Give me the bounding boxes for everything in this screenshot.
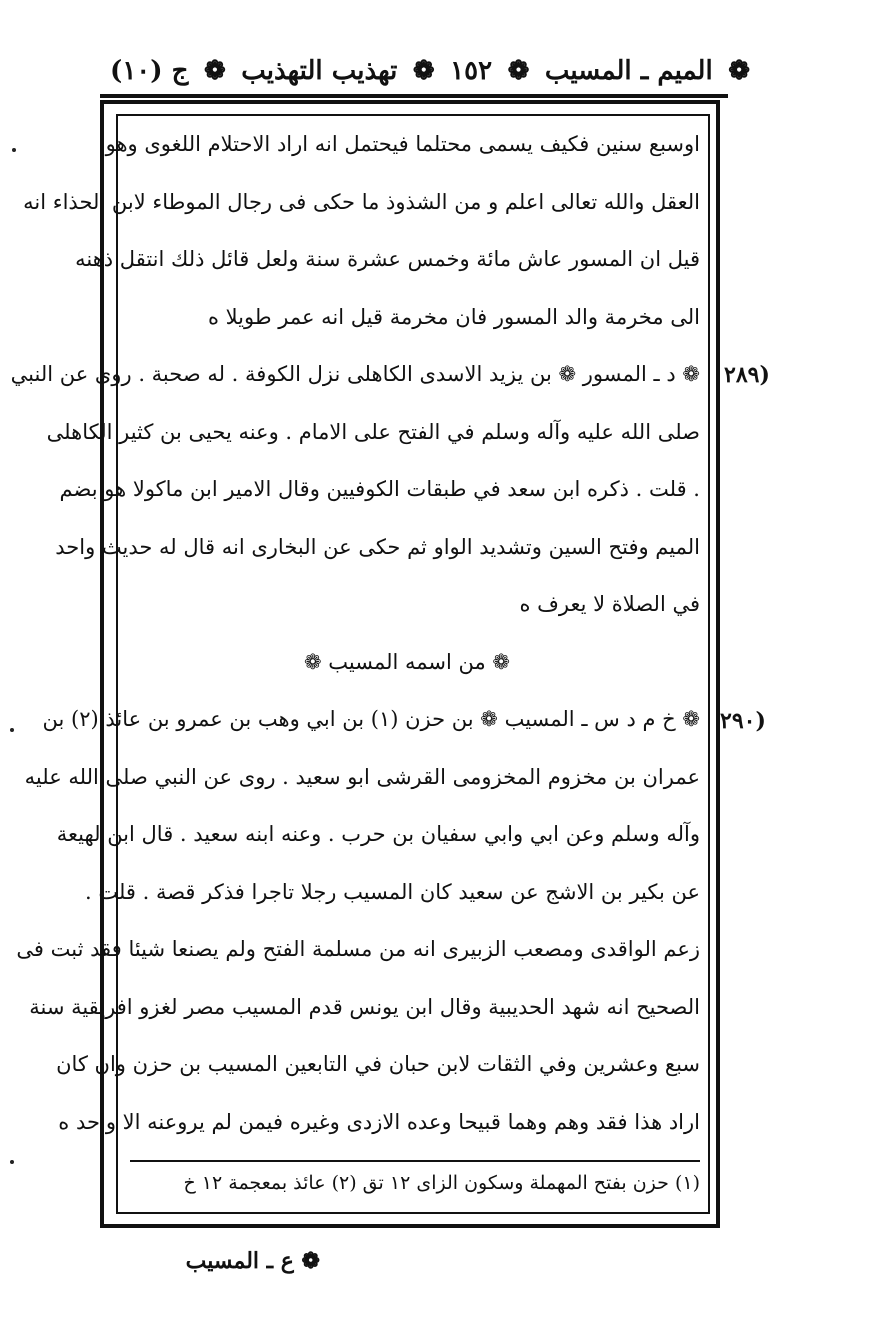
star-icon: ❁: [728, 56, 750, 86]
text-line: قيل ان المسور عاش مائة وخمس عشرة سنة ولعل قائل ذلك انتقل ذهنه: [75, 247, 700, 271]
body-text: [10, 116, 700, 1151]
text-line: في الصلاة لا يعرف ه: [519, 592, 700, 616]
entry-number-289: (٢٨٩: [724, 362, 770, 388]
page-number: ١٥٢: [450, 56, 493, 86]
entry-number-290: (٢٩٠: [720, 708, 766, 734]
text-line: سبع وعشرين وفي الثقات لابن حبان في التابعين المسيب بن حزن وان كان: [56, 1052, 700, 1076]
text-line: الميم وفتح السين وتشديد الواو ثم حكى عن البخارى انه قال له حديث واحد: [55, 534, 700, 559]
text-line: الصحيح انه شهد الحديبية وقال ابن يونس قدم المسيب مصر لغزو افريقية سنة: [29, 994, 700, 1019]
text-line: عن بكير بن الاشج عن سعيد كان المسيب رجلا تاجرا فذكر قصة . قلت .: [84, 879, 700, 904]
text-line: . قلت . ذكره ابن سعد في طبقات الكوفيين وقال الامير ابن ماكولا هو بضم: [59, 477, 700, 501]
header-rule: [100, 94, 728, 98]
text-line: العقل والله تعالى اعلم و من الشذوذ ما حكى فى رجال الموطاء لابن الحذاء انه: [23, 189, 700, 214]
text-line: زعم الواقدى ومصعب الزبيرى انه من مسلمة الفتح ولم يصنعا شيئا فقد ثبت فى: [16, 937, 700, 961]
text-line: وآله وسلم وعن ابي وابي سفيان بن حرب . وعنه ابنه سعيد . قال ابن لهيعة: [56, 822, 700, 846]
margin-dot: [12, 148, 16, 152]
catchword: ❁ ع ـ المسيب: [185, 1248, 320, 1274]
text-line: الى مخرمة والد المسور فان مخرمة قيل انه عمر طويلا ه: [207, 304, 700, 329]
section-heading: ❁ من اسمه المسيب ❁: [303, 649, 511, 674]
section-title: الميم ـ المسيب: [544, 56, 713, 86]
star-icon: ❁: [203, 56, 226, 86]
star-icon: ❁: [507, 56, 530, 86]
page-header: [110, 48, 750, 94]
margin-dot: [10, 728, 14, 732]
star-icon: ❁: [412, 56, 435, 86]
footnote: (١) حزن بفتح المهملة وسكون الزاى ١٢ تق (٢) عائذ بمعجمة ١٢ خ: [183, 1172, 700, 1194]
book-title: تهذيب التهذيب: [241, 56, 398, 86]
text-line: صلى الله عليه وآله وسلم في الفتح على الامام . وعنه يحيى بن كثير الكاهلى: [46, 419, 700, 444]
entry-289-heading-line: ❁ د ـ المسور ❁ بن يزيد الاسدى الكاهلى نزل الكوفة . له صحبة . روى عن النبي: [10, 362, 700, 386]
text-line: اوسبع سنين فكيف يسمى محتلما فيحتمل انه اراد الاحتلام اللغوى وهو: [105, 132, 700, 156]
volume-label: ج (١٠): [110, 56, 189, 86]
footnote-rule: [130, 1160, 700, 1162]
margin-dot: [10, 1160, 14, 1164]
entry-290-heading-line: ❁ خ م د س ـ المسيب ❁ بن حزن (١) بن ابي وهب بن عمرو بن عائذ (٢) بن: [42, 707, 700, 731]
text-line: اراد هذا فقد وهم وهما قبيحا وعده الازدى وغيره فيمن لم يروعنه الا واحد ه: [58, 1109, 700, 1134]
text-line: عمران بن مخزوم المخزومى القرشى ابو سعيد . روى عن النبي صلى الله عليه: [24, 764, 700, 789]
